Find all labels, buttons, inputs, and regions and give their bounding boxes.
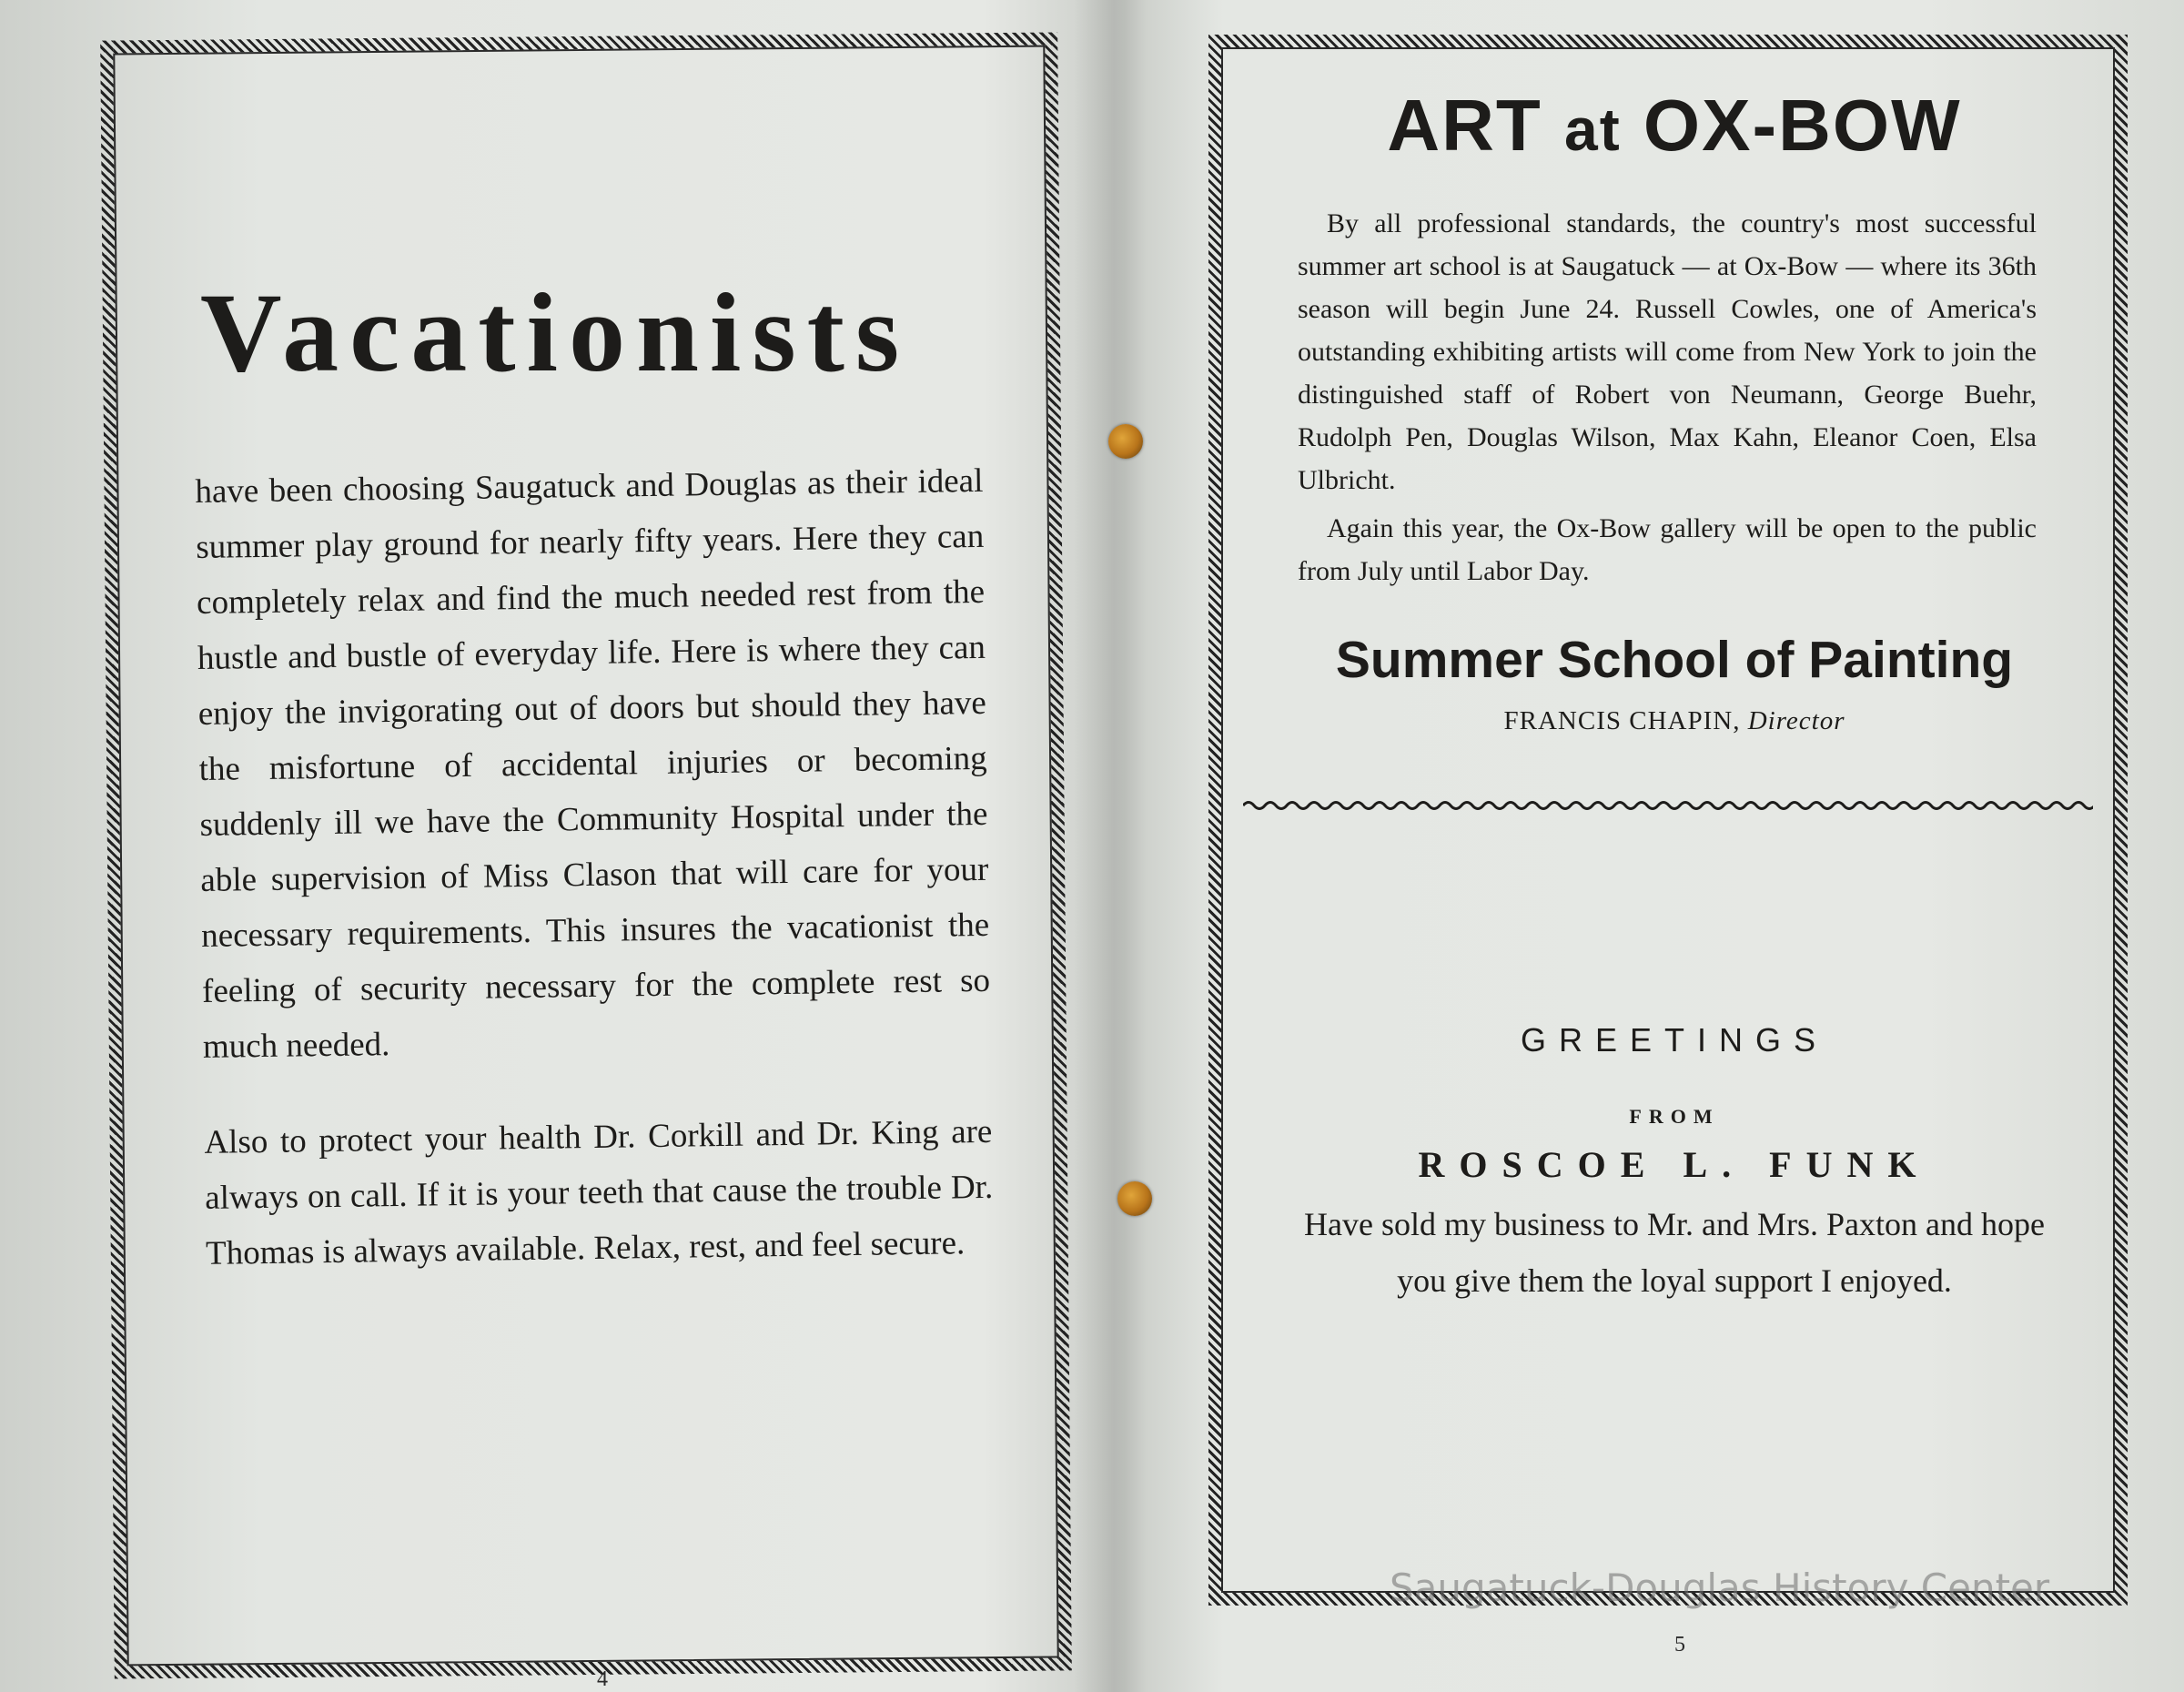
greetings-heading: GREETINGS: [1520, 1021, 1829, 1059]
paragraph: Also to protect your health Dr. Corkill and Dr. King are always on call. If it is your teeth that cause the trouble Dr. Thomas is always available. Relax, rest, and feel secure.: [204, 1112, 994, 1272]
paragraph: Again this year, the Ox-Bow gallery will be open to the public from July until Labor Day.: [1298, 513, 2037, 586]
right-page-title: [1256, 84, 2093, 167]
director-title: Director: [1747, 706, 1845, 735]
director-line: [1274, 706, 2075, 736]
wavy-divider: [1243, 797, 2093, 814]
staple-bottom: [1117, 1181, 1152, 1216]
left-page-body: [195, 453, 995, 1322]
watermark: Saugatuck-Douglas History Center: [1390, 1565, 2050, 1610]
title-at: at: [1564, 96, 1622, 163]
greeter-name: ROSCOE L. FUNK: [1418, 1144, 1931, 1185]
gutter-shadow: [1074, 0, 1147, 1692]
title-art: ART: [1387, 85, 1542, 166]
title-oxbow: OX-BOW: [1643, 85, 1962, 166]
left-page-title: Vacationists: [200, 270, 911, 395]
greeting-message: Have sold my business to Mr. and Mrs. Paxton and hope you give them the loyal support I enjoyed.: [1304, 1206, 2045, 1299]
staple-top: [1108, 424, 1143, 459]
page-number-left: 4: [597, 1667, 608, 1691]
paragraph: By all professional standards, the country's most successful summer art school is at Saugatuck — at Ox-Bow — where its 36th season will begin June 24. Russell Cowles, one of America's outstanding exhibiting artists will come from New York to join the distinguished staff of Robert von Neumann, George Buehr, Rudolph Pen, Douglas Wilson, Max Kahn, Eleanor Coen, Elsa Ulbricht.: [1298, 208, 2037, 495]
director-name: FRANCIS CHAPIN,: [1503, 706, 1741, 735]
right-page-body: [1298, 202, 2037, 598]
paragraph: have been choosing Saugatuck and Douglas as their ideal summer play ground for nearly fifty years. Here they can completely relax and find the much needed rest from the hustle and bustle of everyday life. Here is where they can enjoy the invigorating out of doors but should they have the misfortune of accidental injuries or becoming suddenly ill we have the Community Hospital under the able supervision of Miss Clason that will care for your necessary requirements. This insures the vacationist the feeling of security necessary for the complete rest so much needed.: [195, 461, 991, 1066]
from-label: FROM: [1629, 1105, 1720, 1128]
page-number-right: 5: [1674, 1633, 1685, 1657]
summer-school-heading: Summer School of Painting: [1335, 631, 2014, 689]
